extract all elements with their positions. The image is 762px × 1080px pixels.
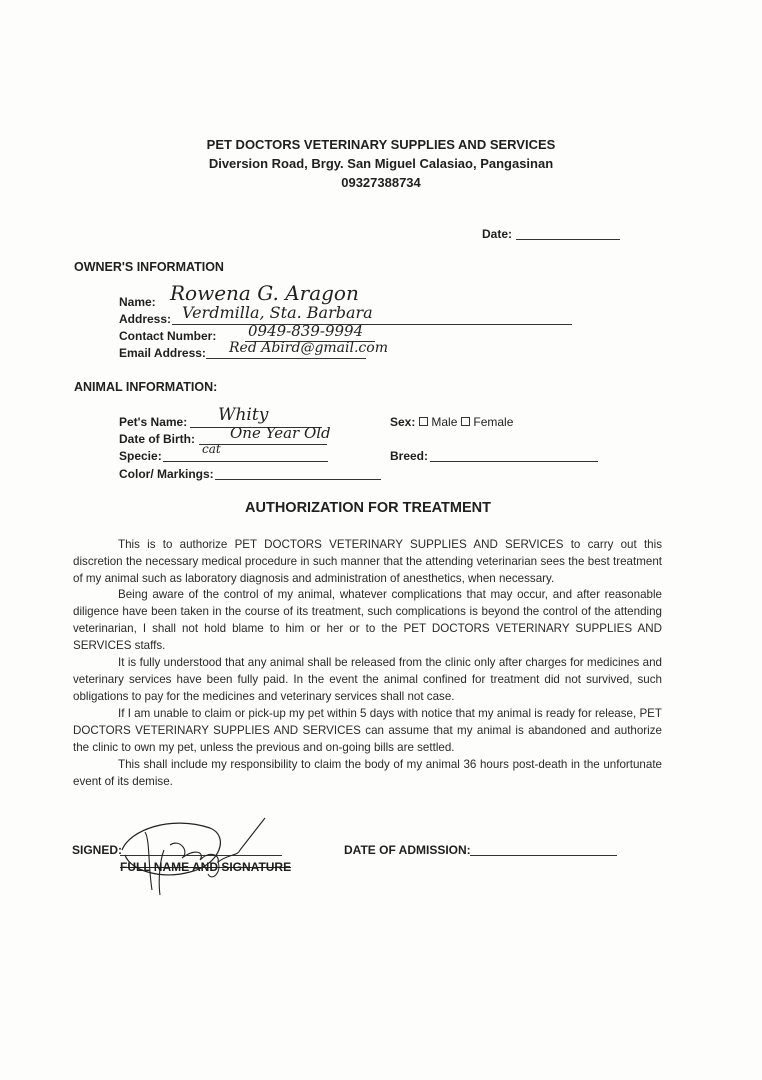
admission-label: DATE OF ADMISSION: — [344, 843, 471, 857]
authorization-paragraph-3: It is fully understood that any animal shall be released from the clinic only after charges for medicines and veterinary services have been fully paid. In the event the animal confined for treatment did not survived, such obligations to pay for the medicines and veterinary services shall not case. — [73, 656, 662, 703]
owner-email-label: Email Address: — [119, 346, 206, 360]
breed-label: Breed: — [390, 449, 429, 463]
signed-label: SIGNED: — [72, 843, 123, 857]
signature-caption: FULL NAME AND SIGNATURE — [120, 860, 292, 874]
sex-field — [390, 415, 513, 429]
male-checkbox[interactable] — [419, 417, 428, 426]
owner-name-value: Rowena G. Aragon — [170, 281, 359, 305]
handwritten-signature — [100, 810, 280, 905]
authorization-paragraph-4: If I am unable to claim or pick-up my pet within 5 days with notice that my animal is ready for release, PET DOCTORS VETERINARY SUPPLIES AND SERVICES can assume that my animal is abandoned and authorize the clinic to own my pet, unless the previous and on-going bills are settled. — [73, 707, 662, 754]
dob-label: Date of Birth: — [119, 432, 195, 446]
owner-name-label: Name: — [119, 295, 156, 309]
specie-label: Specie: — [119, 449, 162, 463]
pet-name-label: Pet's Name: — [119, 415, 188, 429]
owner-email-line[interactable] — [206, 358, 366, 359]
owner-contact-label: Contact Number: — [119, 329, 217, 343]
authorization-paragraph-5: This shall include my responsibility to claim the body of my animal 36 hours post-death in the unfortunate event of its demise. — [73, 758, 662, 788]
animal-section-title: ANIMAL INFORMATION: — [74, 380, 218, 394]
owner-address-line[interactable] — [172, 324, 572, 325]
owner-address-label: Address: — [119, 312, 172, 326]
admission-line[interactable] — [470, 855, 617, 856]
breed-line[interactable] — [430, 461, 598, 462]
specie-line[interactable] — [163, 461, 328, 462]
female-checkbox[interactable] — [461, 417, 470, 426]
date-line[interactable] — [516, 239, 620, 240]
pet-name-value: Whity — [218, 405, 269, 425]
female-option-label: Female — [473, 415, 514, 429]
owner-contact-value: 0949-839-9994 — [248, 322, 364, 340]
company-phone: 09327388734 — [341, 175, 421, 190]
specie-value: cat — [202, 442, 221, 456]
authorization-paragraph-1: This is to authorize PET DOCTORS VETERINARY SUPPLIES AND SERVICES to carry out this discretion the necessary medical procedure in such manner that the attending veterinarian sees the best treatment of my animal such as laboratory diagnosis and administration of anesthetics, when necessary. — [73, 538, 662, 585]
color-label: Color/ Markings: — [119, 467, 214, 481]
company-name: PET DOCTORS VETERINARY SUPPLIES AND SERVICES — [206, 137, 556, 152]
authorization-title: AUTHORIZATION FOR TREATMENT — [245, 500, 491, 516]
owner-section-title: OWNER'S INFORMATION — [74, 260, 224, 274]
owner-email-value: Red Abird@gmail.com — [229, 340, 388, 356]
owner-address-value: Verdmilla, Sta. Barbara — [182, 303, 373, 322]
sex-label: Sex: — [390, 415, 416, 429]
color-line[interactable] — [215, 479, 381, 480]
dob-value: One Year Old — [230, 424, 331, 442]
authorization-paragraph-2: Being aware of the control of my animal, whatever complications that may occur, and after reasonable diligence have been taken in the course of its treatment, such complications is beyond the control of the attending veterinarian, I shall not hold blame to him or her or to the PET DOCTORS VETERINARY SUPPLIES AND SERVICES staffs. — [73, 588, 662, 652]
company-address: Diversion Road, Brgy. San Miguel Calasiao, Pangasinan — [208, 156, 554, 171]
date-label: Date: — [482, 227, 513, 241]
male-option-label: Male — [431, 415, 458, 429]
